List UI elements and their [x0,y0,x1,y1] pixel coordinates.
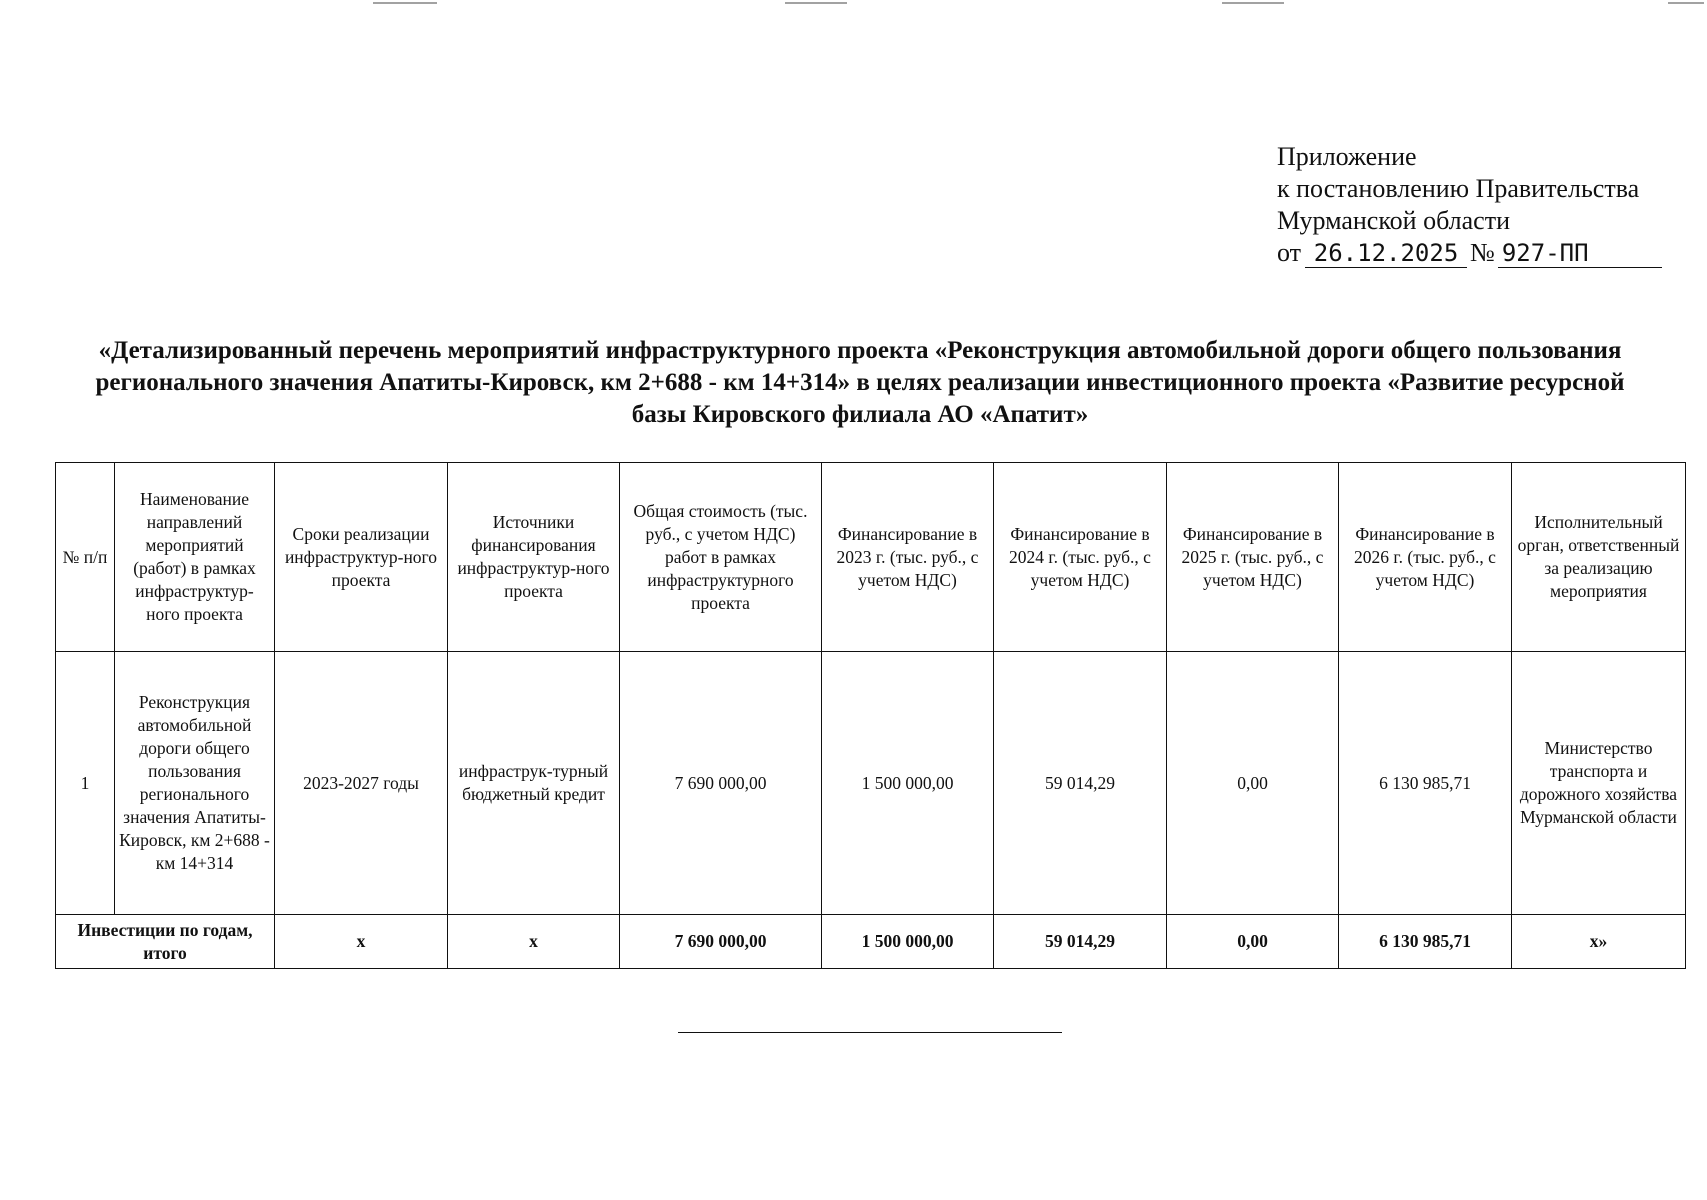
header-financing-2026: Финансирование в 2026 г. (тыс. руб., с учетом НДС) [1339,463,1512,652]
table-total-row [56,915,1686,969]
scan-speck [1668,2,1704,4]
total-executor: х» [1512,915,1686,969]
header-number: № п/п [56,463,115,652]
total-cost: 7 690 000,00 [620,915,822,969]
document-title: «Детализированный перечень мероприятий инфраструктурного проекта «Реконструкция автомобильной дороги общего пользования регионального значения Апатиты-Кировск, км 2+688 - км 14+314» в целях реализации инвестиционного проекта «Развитие ресурсной базы Кировского филиала АО «Апатит» [95,337,1625,428]
cell-source: инфраструк-турный бюджетный кредит [448,652,620,915]
table-header-row [56,463,1686,652]
from-label: от [1277,238,1302,267]
header-source: Источники финансирования инфраструктур-ного проекта [448,463,620,652]
total-period: х [275,915,448,969]
cell-total-cost: 7 690 000,00 [620,652,822,915]
total-financing-2023: 1 500 000,00 [822,915,994,969]
number-sign: № [1470,238,1495,267]
header-executor: Исполнительный орган, ответственный за реализацию мероприятия [1512,463,1686,652]
total-source: х [448,915,620,969]
cell-financing-2023: 1 500 000,00 [822,652,994,915]
end-divider [678,1032,1062,1033]
appendix-region: Мурманской области [1277,206,1510,235]
total-financing-2025: 0,00 [1167,915,1339,969]
scan-speck [373,2,437,4]
total-financing-2024: 59 014,29 [994,915,1167,969]
appendix-title: Приложение [1277,142,1417,171]
appendix-resolution: к постановлению Правительства [1277,174,1640,203]
scan-speck [785,2,847,4]
cell-period: 2023-2027 годы [275,652,448,915]
header-financing-2025: Финансирование в 2025 г. (тыс. руб., с учетом НДС) [1167,463,1339,652]
header-financing-2024: Финансирование в 2024 г. (тыс. руб., с учетом НДС) [994,463,1167,652]
scan-speck [1222,2,1284,4]
total-financing-2026: 6 130 985,71 [1339,915,1512,969]
header-period: Сроки реализации инфраструктур-ного проекта [275,463,448,652]
cell-executor: Министерство транспорта и дорожного хозяйства Мурманской области [1512,652,1686,915]
header-financing-2023: Финансирование в 2023 г. (тыс. руб., с учетом НДС) [822,463,994,652]
measures-table [55,462,1686,969]
cell-financing-2026: 6 130 985,71 [1339,652,1512,915]
appendix-block [1277,141,1662,269]
appendix-date-number [1277,237,1662,269]
resolution-number: 927-ПП [1498,239,1662,268]
resolution-date: 26.12.2025 [1305,239,1467,268]
cell-number: 1 [56,652,115,915]
cell-financing-2024: 59 014,29 [994,652,1167,915]
total-label: Инвестиции по годам, итого [56,915,275,969]
cell-measure-name: Реконструкция автомобильной дороги общего пользования регионального значения Апатиты-Кировск, км 2+688 - км 14+314 [115,652,275,915]
header-measure-name: Наименование направлений мероприятий (работ) в рамках инфраструктур-ного проекта [115,463,275,652]
cell-financing-2025: 0,00 [1167,652,1339,915]
table-row [56,652,1686,915]
header-total-cost: Общая стоимость (тыс. руб., с учетом НДС) работ в рамках инфраструктурного проекта [620,463,822,652]
